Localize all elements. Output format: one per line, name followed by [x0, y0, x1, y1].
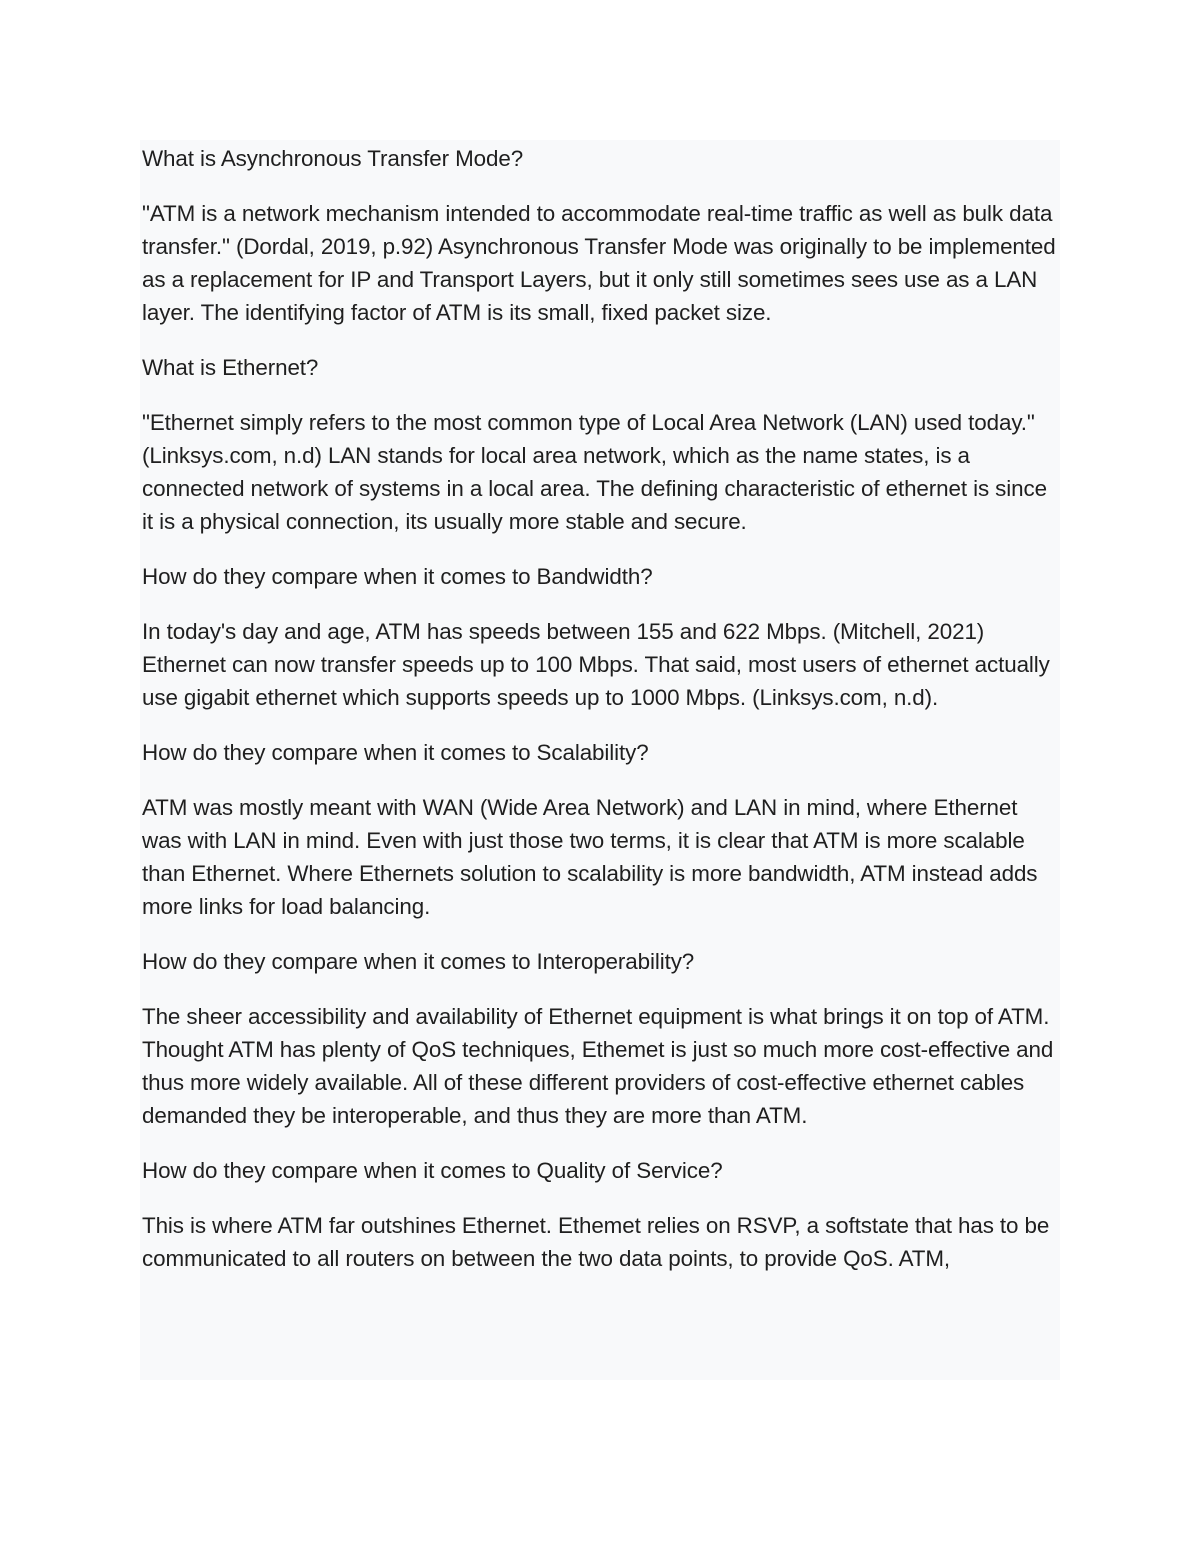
question-ethernet: What is Ethernet? [142, 355, 319, 380]
answer-bandwidth: In today's day and age, ATM has speeds between 155 and 622 Mbps. (Mitchell, 2021) Ethernet can now transfer speeds up to 100 Mbps. That said, most users of ethernet actually use gigabit ethernet which supports speeds up to 1000 Mbps. (Linksys.com, n.d). [142, 619, 1050, 710]
answer-scalability: ATM was mostly meant with WAN (Wide Area Network) and LAN in mind, where Ethernet was with LAN in mind. Even with just those two terms, it is clear that ATM is more scalable than Ethernet. Where Ethernets solution to scalability is more bandwidth, ATM instead adds more links for load balancing. [142, 795, 1038, 919]
answer-atm: "ATM is a network mechanism intended to accommodate real-time traffic as well as bulk data transfer." (Dordal, 2019, p.92) Asynchronous Transfer Mode was originally to be implemented as a replacement for IP and Transport Layers, but it only still sometimes sees use as a LAN layer. The identifying factor of ATM is its small, fixed packet size. [142, 201, 1056, 325]
document-body [140, 140, 1060, 1380]
question-interoperability: How do they compare when it comes to Interoperability? [142, 949, 695, 974]
question-scalability: How do they compare when it comes to Scalability? [142, 740, 649, 765]
answer-ethernet: "Ethernet simply refers to the most common type of Local Area Network (LAN) used today." (Linksys.com, n.d) LAN stands for local area network, which as the name states, is a connected network of systems in a local area. The defining characteristic of ethernet is since it is a physical connection, its usually more stable and secure. [142, 410, 1047, 534]
question-bandwidth: How do they compare when it comes to Bandwidth? [142, 564, 653, 589]
answer-interoperability: The sheer accessibility and availability of Ethernet equipment is what brings it on top of ATM. Thought ATM has plenty of QoS techniques, Ethemet is just so much more cost-effective and thus more widely available. All of these different providers of cost-effective ethernet cables demanded they be interoperable, and thus they are more than ATM. [142, 1004, 1054, 1128]
question-quality-of-service: How do they compare when it comes to Quality of Service? [142, 1158, 723, 1183]
question-atm: What is Asynchronous Transfer Mode? [142, 146, 524, 171]
answer-quality-of-service: This is where ATM far outshines Ethernet. Ethemet relies on RSVP, a softstate that has to be communicated to all routers on between the two data points, to provide QoS. ATM, [142, 1213, 1050, 1271]
